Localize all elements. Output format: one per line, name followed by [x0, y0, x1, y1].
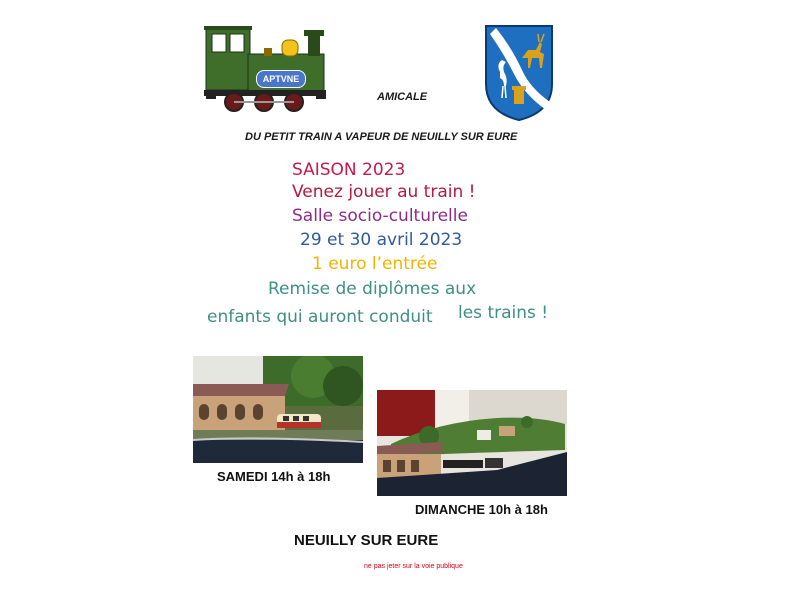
dates-line: 29 et 30 avril 2023	[300, 230, 463, 250]
disposal-notice: ne pas jeter sur la voie publique	[364, 563, 463, 570]
layout-photo-saturday	[193, 356, 363, 463]
logo-badge: APTVNE	[256, 70, 306, 88]
town-name: NEUILLY SUR EURE	[294, 532, 439, 549]
invitation-line: Venez jouer au train !	[292, 182, 476, 202]
diploma-line-2b: les trains !	[458, 303, 549, 323]
amicale-heading: AMICALE	[377, 91, 428, 103]
diploma-line-1: Remise de diplômes aux	[268, 279, 477, 299]
locomotive-logo	[204, 26, 328, 112]
season-title: SAISON 2023	[292, 160, 406, 180]
venue-line: Salle socio-culturelle	[292, 206, 468, 226]
association-name: DU PETIT TRAIN A VAPEUR DE NEUILLY SUR EURE	[245, 131, 518, 143]
price-line: 1 euro l’entrée	[312, 254, 438, 274]
sunday-schedule: DIMANCHE 10h à 18h	[415, 502, 548, 517]
coat-of-arms	[484, 24, 554, 122]
saturday-schedule: SAMEDI 14h à 18h	[217, 469, 331, 484]
diploma-line-2a: enfants qui auront conduit	[207, 307, 433, 327]
layout-photo-sunday	[377, 390, 567, 496]
